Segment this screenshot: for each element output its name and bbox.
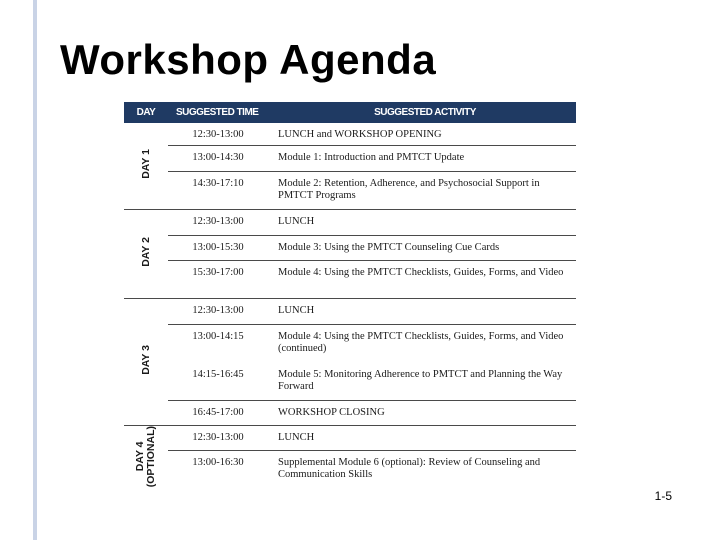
activity-cell: Module 4: Using the PMTCT Checklists, Guides, Forms, and Video (continued) [274, 325, 576, 363]
day-cell [124, 299, 168, 426]
day-cell [124, 210, 168, 299]
time-cell: 14:15-16:45 [192, 368, 244, 380]
table-row [124, 172, 576, 210]
activity-cell: Module 1: Introduction and PMTCT Update [274, 146, 576, 172]
table-row [124, 146, 576, 172]
day-label: DAY 4 (OPTIONAL) [134, 426, 157, 488]
header-day: DAY [124, 102, 168, 123]
day-label: DAY 3 [139, 345, 152, 375]
activity-cell: LUNCH [274, 426, 576, 451]
slide-left-rule [33, 0, 37, 540]
activity-cell: Module 5: Monitoring Adherence to PMTCT and Planning the Way Forward [278, 368, 563, 392]
day-cell [124, 426, 168, 492]
activity-cell: WORKSHOP CLOSING [274, 401, 576, 426]
activity-cell: Module 2: Retention, Adherence, and Psychosocial Support in PMTCT Programs [274, 172, 576, 210]
day-label: DAY 1 [139, 149, 152, 179]
activity-cell: LUNCH [274, 299, 576, 325]
activity-cell: Module 4: Using the PMTCT Checklists, Guides, Forms, and Video [274, 261, 576, 299]
table-row [124, 299, 576, 325]
time-cell: 14:30-17:10 [168, 172, 274, 210]
header-suggested-activity: SUGGESTED ACTIVITY [274, 102, 576, 123]
time-cell: 13:00-14:15 [168, 325, 274, 363]
header-suggested-time: SUGGESTED TIME [168, 102, 274, 123]
table-row [124, 261, 576, 299]
time-cell: 13:00-15:30 [168, 236, 274, 261]
table-row [124, 401, 576, 426]
table-row [124, 451, 576, 491]
table-row [124, 210, 576, 236]
activity-cell: LUNCH [274, 210, 576, 236]
time-cell: 13:00-14:30 [168, 146, 274, 172]
table-row [124, 363, 576, 401]
day-label: DAY 2 [139, 237, 152, 267]
table-row [124, 236, 576, 261]
activity-cell: Module 3: Using the PMTCT Counseling Cue Cards [274, 236, 576, 261]
table-row [124, 325, 576, 363]
agenda-header-row [124, 102, 576, 123]
time-cell: 12:30-13:00 [168, 299, 274, 325]
day-cell [124, 123, 168, 210]
time-cell: 15:30-17:00 [168, 261, 274, 299]
page-number: 1-5 [654, 489, 672, 503]
activity-cell: Supplemental Module 6 (optional): Review of Counseling and Communication Skills [274, 451, 576, 491]
table-row [124, 426, 576, 451]
time-cell: 12:30-13:00 [192, 129, 244, 140]
agenda-table [124, 102, 576, 491]
activity-cell: LUNCH and WORKSHOP OPENING [278, 129, 442, 140]
time-cell: 12:30-13:00 [168, 426, 274, 451]
table-row [124, 123, 576, 146]
time-cell: 16:45-17:00 [168, 401, 274, 426]
page-title: Workshop Agenda [60, 36, 437, 83]
time-cell: 12:30-13:00 [168, 210, 274, 236]
time-cell: 13:00-16:30 [168, 451, 274, 491]
